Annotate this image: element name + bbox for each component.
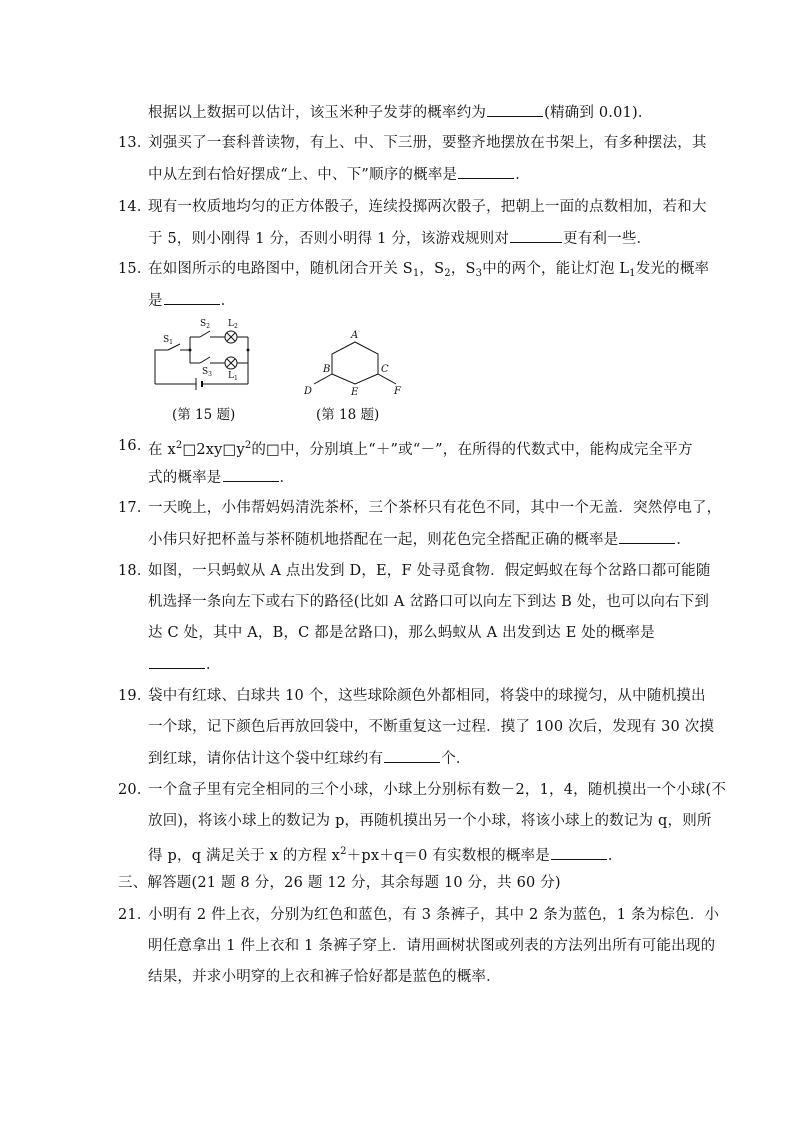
question-text: 是 ．	[148, 290, 235, 311]
figure-15-caption: (第 15 题)	[172, 407, 236, 423]
lamp-l1-label: $L_1$	[228, 371, 238, 382]
question-text: 一天晚上，小伟帮妈妈清洗茶杯，三个茶杯只有花色不同，其中一个无盖．突然停电了，	[148, 500, 722, 516]
question-number: 19．	[118, 688, 152, 704]
question-text: 到红球，请你估计这个袋中红球约有 个．	[148, 748, 471, 769]
point-c-label: C	[381, 364, 389, 375]
question-text: 结果，并求小明穿的上衣和裤子恰好都是蓝色的概率．	[148, 969, 501, 985]
answer-blank	[551, 845, 607, 860]
question-text: ．	[148, 654, 221, 675]
question-text: 于 5，则小刚得 1 分，否则小明得 1 分，该游戏规则对 更有利一些．	[148, 228, 651, 249]
question-number: 13．	[118, 135, 152, 151]
q12-tail	[148, 102, 653, 123]
switch-s1-label: $S_1$	[163, 335, 173, 346]
section-heading: 三、解答题(21 题 8 分，26 题 12 分，其余每题 10 分，共 60 分)	[118, 875, 561, 891]
question-number: 14．	[118, 199, 152, 215]
question-text: 袋中有红球、白球共 10 个，这些球除颜色外都相同，将袋中的球搅匀，从中随机摸出	[148, 688, 706, 704]
question-number: 17．	[118, 500, 152, 516]
switch-s3-label: $S_3$	[202, 367, 212, 378]
question-text: 现有一枚质地均匀的正方体骰子，连续投掷两次骰子，把朝上一面的点数相加，若和大	[148, 199, 707, 215]
question-text: 如图，一只蚂蚁从 A 点出发到 D，E，F 处寻觅食物．假定蚂蚁在每个岔路口都可能随	[148, 563, 711, 579]
question-text: 机选择一条向左下或右下的路径(比如 A 岔路口可以向左下到达 B 处，也可以向右下到	[148, 594, 710, 610]
question-text: 放回)，将该小球上的数记为 p，再随机摸出另一个小球，将该小球上的数记为 q，则所	[148, 813, 712, 829]
point-e-label: E	[351, 387, 359, 398]
answer-blank	[384, 748, 440, 763]
question-text: 一个球，记下颜色后再放回袋中，不断重复这一过程．摸了 100 次后，发现有 30 次摸	[148, 719, 715, 735]
question-number: 15．	[118, 261, 152, 277]
figure-18-caption: (第 18 题)	[316, 407, 380, 423]
q12-text: 根据以上数据可以估计，该玉米种子发芽的概率约为	[148, 105, 487, 121]
answer-blank	[458, 164, 514, 179]
answer-blank	[223, 467, 279, 482]
question-text: 刘强买了一套科普读物，有上、中、下三册，要整齐地摆放在书架上，有多种摆法，其	[148, 135, 707, 151]
point-b-label: B	[323, 364, 331, 375]
q12-text-end: (精确到 0.01)．	[544, 105, 653, 121]
circuit-diagram	[150, 314, 260, 394]
answer-blank	[510, 228, 562, 243]
answer-blank	[619, 529, 675, 544]
question-number: 20．	[118, 782, 152, 798]
question-number: 18．	[118, 563, 152, 579]
answer-blank	[487, 102, 543, 117]
question-text: 在 $x^2□2xy□y^2$的□中，分别填上“＋”或“－”，在所得的代数式中，能构成完全平方	[148, 440, 693, 458]
question-text: 一个盒子里有完全相同的三个小球，小球上分别标有数－2，1，4，随机摸出一个小球(不	[148, 782, 727, 798]
question-number: 16．	[118, 438, 152, 454]
ant-path-diagram	[300, 328, 410, 398]
lamp-l2-label: $L_2$	[228, 319, 238, 330]
point-a-label: A	[351, 330, 359, 341]
question-text: 小伟只好把杯盖与茶杯随机地搭配在一起，则花色完全搭配正确的概率是 ．	[148, 529, 691, 550]
point-d-label: D	[304, 386, 313, 397]
question-text: 式的概率是 ．	[148, 467, 294, 488]
question-text: 达 C 处，其中 A，B，C 都是岔路口)，那么蚂蚁从 A 出发到达 E 处的概率是	[148, 625, 655, 641]
question-text: 小明有 2 件上衣，分别为红色和蓝色，有 3 条裤子，其中 2 条为蓝色，1 条为棕色．小	[148, 907, 720, 923]
answer-blank	[164, 290, 220, 305]
question-number: 21．	[118, 907, 152, 923]
answer-blank	[149, 654, 205, 669]
question-text: 得 p，q 满足关于 x 的方程 $x^2+px+q=0$ 有实数根的概率是 ．	[148, 846, 623, 864]
question-text: 在如图所示的电路图中，随机闭合开关 $S_1$，$S_2$，$S_3$中的两个，能让灯泡 $L_1$发光的概率	[148, 261, 710, 279]
switch-s2-label: $S_2$	[200, 319, 210, 330]
question-text: 中从左到右恰好摆成“上、中、下”顺序的概率是 ．	[148, 164, 530, 185]
question-text: 明任意拿出 1 件上衣和 1 条裤子穿上．请用画树状图或列表的方法列出所有可能出现的	[148, 938, 716, 954]
point-f-label: F	[394, 386, 401, 397]
